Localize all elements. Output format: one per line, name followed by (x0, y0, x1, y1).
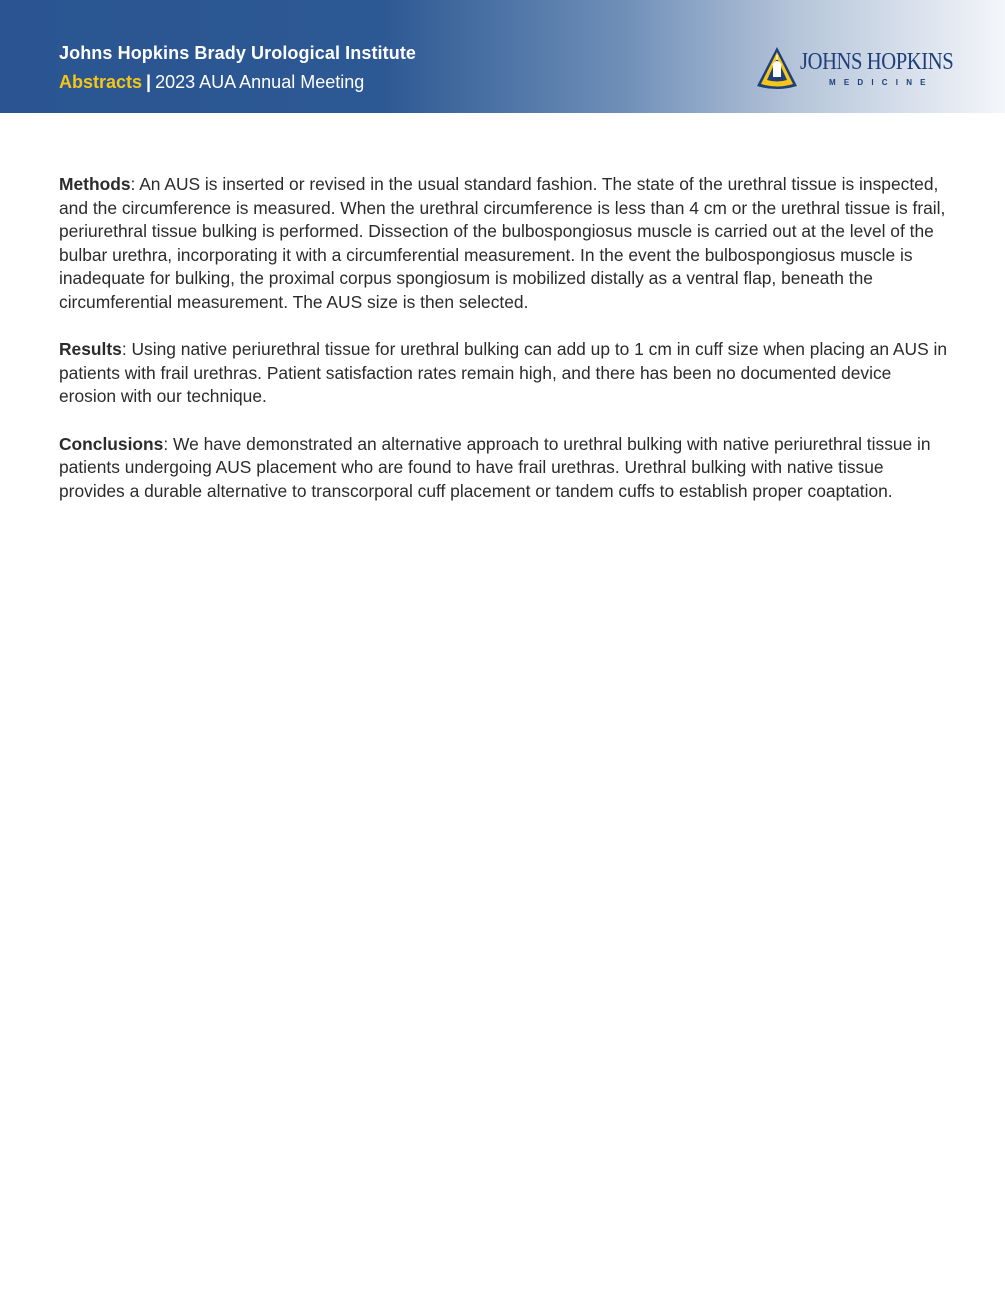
logo-wordmark: JOHNS HOPKINS (800, 49, 954, 75)
section-label: Abstracts (59, 72, 143, 92)
conclusions-text: : We have demonstrated an alternative approach to urethral bulking with native periurethral tissue in patients undergoing AUS placement who are found to have frail urethras. Urethral bulking with native tissue provides a durable alternative to transcorporal cuff placement or tandem cuffs to establish proper coaptation. (59, 433, 931, 501)
methods-heading: Methods (59, 174, 131, 194)
header-subtitle (59, 72, 364, 93)
results-paragraph (59, 338, 951, 409)
meeting-name: 2023 AUA Annual Meeting (155, 72, 365, 92)
results-text: : Using native periurethral tissue for urethral bulking can add up to 1 cm in cuff size when placing an AUS in patients with frail urethras. Patient satisfaction rates remain high, and there has been no documented device erosion with our technique. (59, 339, 948, 407)
johns-hopkins-shield-icon (756, 46, 798, 90)
institute-title: Johns Hopkins Brady Urological Institute (59, 43, 417, 63)
conclusions-heading: Conclusions (59, 433, 164, 454)
header-separator: | (146, 72, 152, 92)
methods-paragraph (59, 173, 951, 315)
conclusions-paragraph (59, 433, 951, 504)
header-band (0, 0, 1005, 113)
johns-hopkins-medicine-logo (756, 46, 956, 90)
methods-text: : An AUS is inserted or revised in the usual standard fashion. The state of the urethral tissue is inspected, and the circumference is measured. When the urethral circumference is less than 4 cm or the urethral tissue is frail, periurethral tissue bulking is performed. Dissection of the bulbospongiosus muscle is carried out at the level of the bulbar urethra, incorporating it with a circumferential measurement. In the event the bulbospongiosus muscle is inadequate for bulking, the proximal corpus spongiosum is mobilized distally as a ventral flap, beneath the circumferential measurement. The AUS size is then selected. (59, 174, 946, 312)
abstract-body (59, 173, 951, 527)
results-heading: Results (59, 339, 122, 360)
logo-subtext: MEDICINE (829, 78, 934, 87)
